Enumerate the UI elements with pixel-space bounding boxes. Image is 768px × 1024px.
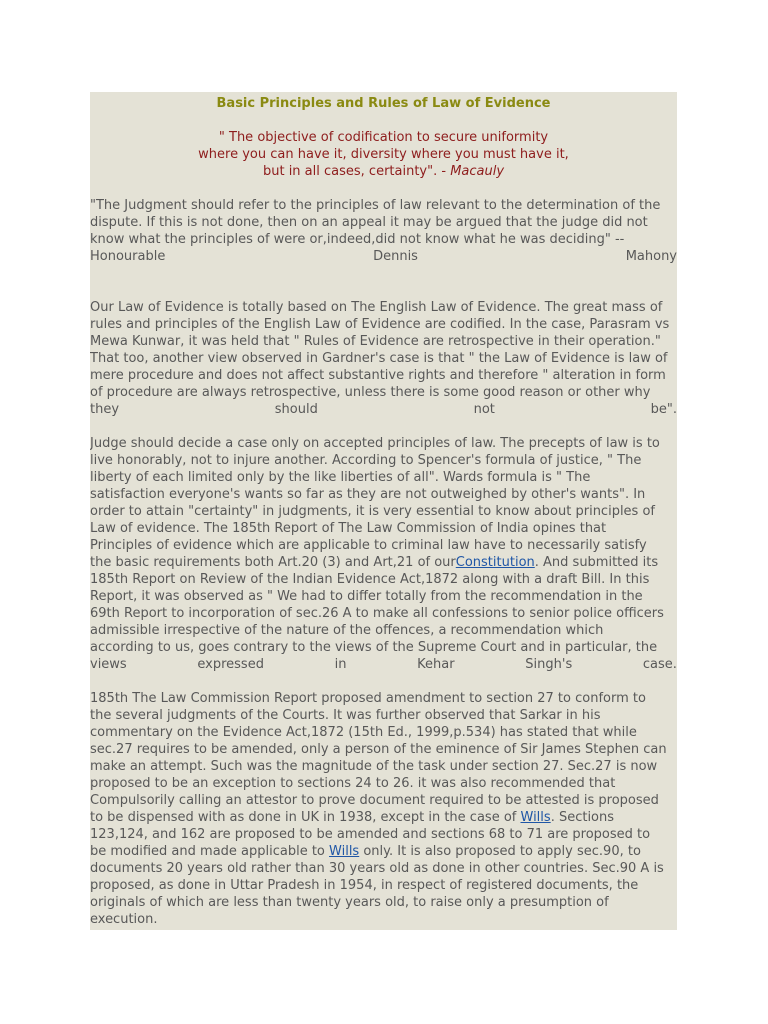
text-line-content: only. It is also proposed to apply sec.90, to xyxy=(359,844,641,859)
text-line xyxy=(90,690,677,707)
text-line-content: Judge should decide a case only on accepted principles of law. The precepts of law is to xyxy=(90,436,660,451)
epigraph-quote xyxy=(90,129,677,180)
wills-link[interactable]: Wills xyxy=(520,810,551,825)
text-line-content: Compulsorily calling an attestor to prove document required to be attested is proposed xyxy=(90,793,659,808)
text-line xyxy=(90,911,677,928)
word: should xyxy=(274,402,318,417)
text-line xyxy=(90,384,677,401)
text-line xyxy=(90,197,677,214)
text-line-content: admissible irrespective of the nature of the offences, a recommendation which xyxy=(90,623,604,638)
text-line xyxy=(90,554,677,571)
text-line-content: execution. xyxy=(90,912,158,927)
text-line-content: to be dispensed with as done in UK in 1938, except in the case of xyxy=(90,810,521,825)
word: be". xyxy=(650,402,677,417)
text-line-content: proposed, as done in Uttar Pradesh in 1954, in respect of registered documents, the xyxy=(90,878,639,893)
text-line-content: Mewa Kunwar, it was held that " Rules of Evidence are retrospective in their operation." xyxy=(90,334,661,349)
text-line xyxy=(90,299,677,316)
text-line xyxy=(90,231,677,248)
document-title: Basic Principles and Rules of Law of Evidence xyxy=(216,96,551,111)
word: Mahony xyxy=(625,249,677,264)
text-line-content: originals of which are less than twenty years old, to raise only a presumption of xyxy=(90,895,609,910)
text-line xyxy=(90,809,677,826)
text-line-content: That too, another view observed in Gardner's case is that " the Law of Evidence is law of xyxy=(90,351,668,366)
text-line xyxy=(90,214,677,231)
text-line-content: the several judgments of the Courts. It was further observed that Sarkar in his xyxy=(90,708,601,723)
text-line xyxy=(90,452,677,469)
text-line-content: 123,124, and 162 are proposed to be amended and sections 68 to 71 are proposed to xyxy=(90,827,651,842)
text-line-content: satisfaction everyone's wants so far as they are not outweighed by other's wants". In xyxy=(90,487,646,502)
text-line xyxy=(90,724,677,741)
text-line xyxy=(90,316,677,333)
text-line-content: Our Law of Evidence is totally based on The English Law of Evidence. The great mass of xyxy=(90,300,663,315)
text-line-content: sec.27 requires to be amended, only a person of the eminence of Sir James Stephen can xyxy=(90,742,667,757)
text-line-content: Law of evidence. The 185th Report of The Law Commission of India opines that xyxy=(90,521,607,536)
text-line-content: rules and principles of the English Law of Evidence are codified. In the case, Parasram vs xyxy=(90,317,670,332)
word: in xyxy=(334,657,347,672)
word: not xyxy=(473,402,495,417)
constitution-link[interactable]: Constitution xyxy=(455,555,535,570)
text-line-content: liberty of each limited only by the like liberties of all". Wards formula is " The xyxy=(90,470,591,485)
word: Kehar xyxy=(417,657,455,672)
text-line xyxy=(90,843,677,860)
text-line-content: . Sections xyxy=(550,810,615,825)
paragraph-english-law xyxy=(90,299,677,418)
text-line-content: Principles of evidence which are applicable to criminal law have to necessarily satisfy xyxy=(90,538,647,553)
text-line xyxy=(90,333,677,350)
text-line-content: of procedure are always retrospective, unless there is some good reason or other why xyxy=(90,385,651,400)
text-line-content: dispute. If this is not done, then on an appeal it may be argued that the judge did not xyxy=(90,215,648,230)
word: Singh's xyxy=(525,657,573,672)
word: Dennis xyxy=(373,249,418,264)
text-line xyxy=(90,503,677,520)
text-line xyxy=(90,571,677,588)
word: Honourable xyxy=(90,249,166,264)
quote-line: " The objective of codification to secure uniformity xyxy=(218,130,549,145)
paragraph-commission-report xyxy=(90,690,677,928)
document-page xyxy=(90,92,677,930)
word: expressed xyxy=(197,657,264,672)
text-line-content: according to us, goes contrary to the views of the Supreme Court and in particular, the xyxy=(90,640,658,655)
text-line xyxy=(90,588,677,605)
quote-line: where you can have it, diversity where you must have it, xyxy=(198,147,569,162)
text-line-content: mere procedure and does not affect substantive rights and therefore " alteration in form xyxy=(90,368,666,383)
text-line xyxy=(90,622,677,639)
text-line-content: order to attain "certainty" in judgments, it is very essential to know about principles of xyxy=(90,504,655,519)
text-line xyxy=(90,792,677,809)
text-line-content: "The Judgment should refer to the principles of law relevant to the determination of the xyxy=(90,198,661,213)
text-line xyxy=(90,639,677,656)
text-line xyxy=(90,537,677,554)
text-line-content: . And submitted its xyxy=(534,555,659,570)
text-line-content: live honorably, not to injure another. According to Spencer's formula of justice, " The xyxy=(90,453,642,468)
paragraph-principles xyxy=(90,435,677,673)
text-line xyxy=(90,860,677,877)
word: case. xyxy=(642,657,677,672)
text-line xyxy=(90,894,677,911)
text-line-content: 69th Report to incorporation of sec.26 A to make all confessions to senior police officers xyxy=(90,606,664,621)
text-line xyxy=(90,520,677,537)
text-line-content: 185th Report on Review of the Indian Evidence Act,1872 along with a draft Bill. In this xyxy=(90,572,650,587)
word: they xyxy=(90,402,120,417)
quote-author: Macauly xyxy=(450,164,505,179)
text-line xyxy=(90,775,677,792)
text-line-content: documents 20 years old rather than 30 years old as done in other countries. Sec.90 A is xyxy=(90,861,664,876)
text-line xyxy=(90,367,677,384)
text-line xyxy=(90,248,677,265)
text-line xyxy=(90,401,677,418)
text-line xyxy=(90,605,677,622)
text-line xyxy=(90,758,677,775)
word: views xyxy=(90,657,127,672)
text-line xyxy=(90,486,677,503)
text-line-content: be modified and made applicable to xyxy=(90,844,330,859)
quote-line-text: but in all cases, certainty". - xyxy=(262,164,451,179)
text-line xyxy=(90,469,677,486)
text-line xyxy=(90,656,677,673)
text-line xyxy=(90,350,677,367)
text-line-content: know what the principles of were or,indeed,did not know what he was deciding" -- xyxy=(90,232,625,247)
text-line xyxy=(90,707,677,724)
text-line-content: proposed to be an exception to sections 24 to 26. it was also recommended that xyxy=(90,776,616,791)
text-line xyxy=(90,826,677,843)
text-line xyxy=(90,877,677,894)
quote-line xyxy=(90,163,677,180)
wills-link[interactable]: Wills xyxy=(329,844,360,859)
text-line-content: commentary on the Evidence Act,1872 (15th Ed., 1999,p.534) has stated that while xyxy=(90,725,637,740)
paragraph-judgment-quote xyxy=(90,197,677,265)
text-line-content: Report, it was observed as " We had to differ totally from the recommendation in the xyxy=(90,589,643,604)
text-line-content: the basic requirements both Art.20 (3) and Art,21 of our xyxy=(90,555,456,570)
text-line-content: make an attempt. Such was the magnitude of the task under section 27. Sec.27 is now xyxy=(90,759,658,774)
text-line-content: 185th The Law Commission Report proposed amendment to section 27 to conform to xyxy=(90,691,646,706)
text-line xyxy=(90,741,677,758)
text-line xyxy=(90,435,677,452)
